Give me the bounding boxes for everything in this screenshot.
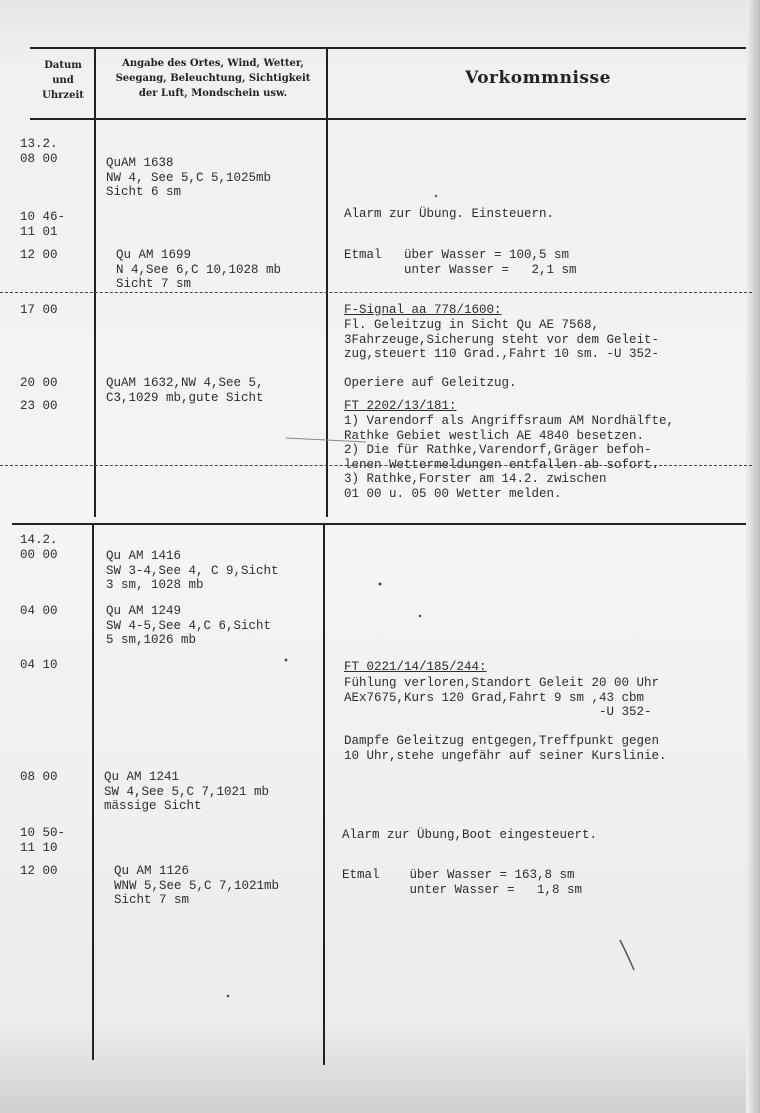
entry-time: 10 46- 11 01	[20, 210, 66, 239]
entry-event-heading: FT 2202/13/181:	[344, 399, 457, 413]
entry-time: 17 00	[20, 303, 58, 317]
entry-time: 08 00	[20, 770, 58, 784]
entry-event: Etmal über Wasser = 163,8 sm unter Wasser = 1,8 sm	[342, 868, 583, 897]
header-date-line-2: und	[52, 75, 74, 86]
entry-time: 13.2. 08 00	[20, 137, 58, 166]
entry-event: Operiere auf Geleitzug.	[344, 376, 517, 390]
entry-event-heading: F-Signal aa 778/1600:	[344, 303, 502, 317]
column-divider-1	[94, 47, 96, 517]
page-join-line-1	[0, 292, 752, 293]
day-separator-rule	[12, 523, 746, 525]
header-place-line-3: der Luft, Mondschein usw.	[138, 88, 288, 99]
page-edge-shadow	[746, 0, 760, 1113]
entry-time: 12 00	[20, 248, 58, 262]
entry-time: 20 00	[20, 376, 58, 390]
entry-event: Alarm zur Übung. Einsteuern.	[344, 207, 555, 221]
entry-event-heading: FT 0221/14/185/244:	[344, 660, 487, 674]
header-date	[34, 58, 92, 103]
header-events: Vorkommnisse	[465, 68, 611, 88]
column-divider-1-lower	[92, 525, 94, 1060]
entry-place: QuAM 1638 NW 4, See 5,C 5,1025mb Sicht 6 sm	[106, 156, 272, 199]
header-date-line-1: Datum	[44, 60, 82, 71]
entry-time: 14.2. 00 00	[20, 533, 58, 562]
header-place-line-2: Seegang, Beleuchtung, Sichtigkeit	[115, 73, 311, 84]
entry-place: Qu AM 1241 SW 4,See 5,C 7,1021 mb mässige Sicht	[104, 770, 270, 813]
column-divider-2-lower	[323, 525, 325, 1065]
entry-place: Qu AM 1249 SW 4-5,See 4,C 6,Sicht 5 sm,1026 mb	[106, 604, 272, 647]
entry-event: Etmal über Wasser = 100,5 sm unter Wasser = 2,1 sm	[344, 248, 577, 277]
column-divider-2	[326, 47, 328, 517]
entry-time: 10 50- 11 10	[20, 826, 66, 855]
entry-event: 1) Varendorf als Angriffsraum AM Nordhälfte, Rathke Gebiet westlich AE 4840 besetzen. 2) Die für Rathke,Varendorf,Gräger befoh- lenen Wettermeldungen entfallen ab sofort. 3) Rathke,Forster am 14.2. zwischen 01 00 u. 05 00 Wetter melden.	[344, 414, 675, 501]
entry-time: 04 10	[20, 658, 58, 672]
entry-place: Qu AM 1699 N 4,See 6,C 10,1028 mb Sicht 7 sm	[116, 248, 282, 291]
entry-time: 04 00	[20, 604, 58, 618]
entry-event: Fühlung verloren,Standort Geleit 20 00 Uhr AEx7675,Kurs 120 Grad,Fahrt 9 sm ,43 cbm -U 352- Dampfe Geleitzug entgegen,Treffpunkt gegen 10 Uhr,stehe ungefähr auf seiner Kurslinie.	[344, 676, 667, 763]
entry-time: 12 00	[20, 864, 58, 878]
entry-time: 23 00	[20, 399, 58, 413]
entry-event: Alarm zur Übung,Boot eingesteuert.	[342, 828, 598, 842]
entry-place: QuAM 1632,NW 4,See 5, C3,1029 mb,gute Sicht	[106, 376, 264, 405]
header-place	[100, 56, 326, 101]
entry-place: Qu AM 1416 SW 3-4,See 4, C 9,Sicht 3 sm, 1028 mb	[106, 549, 279, 592]
table-top-rule	[30, 47, 746, 49]
entry-event: Fl. Geleitzug in Sicht Qu AE 7568, 3Fahrzeuge,Sicherung steht vor dem Geleit- zug,steuert 110 Grad.,Fahrt 10 sm. -U 352-	[344, 318, 660, 361]
header-bottom-rule	[30, 118, 746, 120]
header-place-line-1: Angabe des Ortes, Wind, Wetter,	[122, 58, 304, 69]
header-date-line-3: Uhrzeit	[42, 90, 84, 101]
entry-place: Qu AM 1126 WNW 5,See 5,C 7,1021mb Sicht 7 sm	[114, 864, 280, 907]
